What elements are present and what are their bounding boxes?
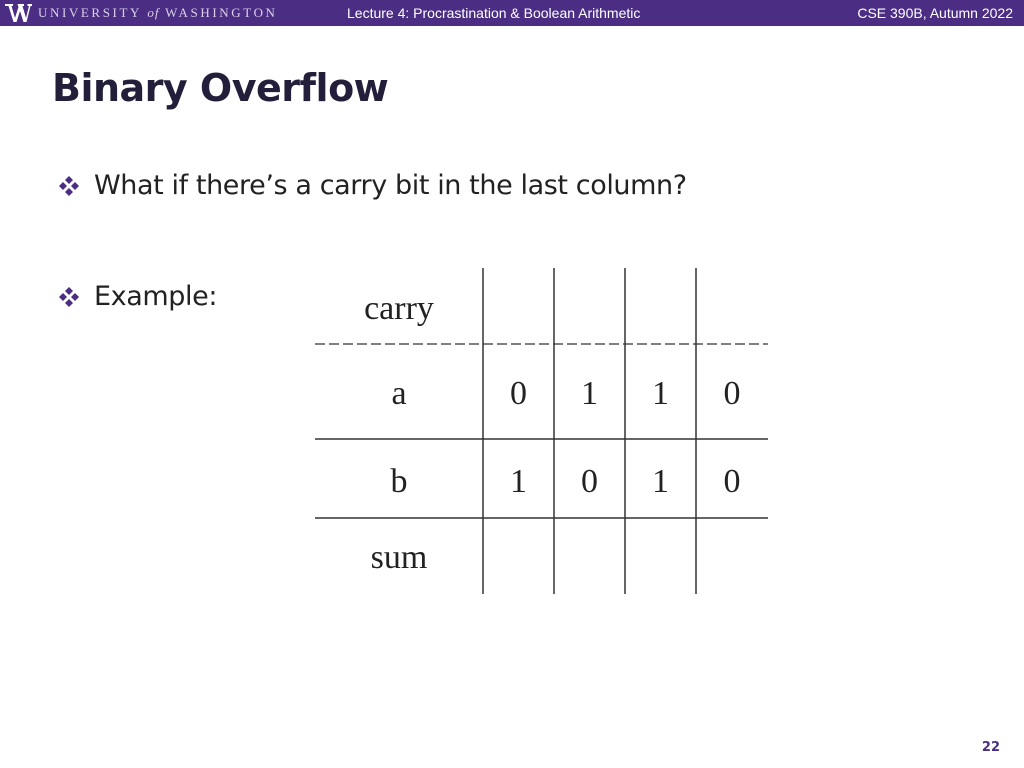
sum-cell	[554, 538, 625, 578]
wordmark-washington: WASHINGTON	[165, 5, 278, 20]
uw-w-logo-icon	[4, 1, 32, 25]
carry-cell	[483, 289, 554, 329]
bullet-item	[58, 281, 217, 312]
slide-title: Binary Overflow	[52, 66, 389, 110]
b-bit-cell: 0	[723, 463, 741, 500]
course-label: CSE 390B, Autumn 2022	[857, 5, 1013, 21]
diamond-bullet-icon	[58, 175, 80, 197]
row-label-a: a	[391, 375, 407, 412]
bullet-item	[58, 170, 687, 201]
diamond-bullet-icon	[58, 286, 80, 308]
a-bit-cell: 0	[723, 375, 741, 412]
a-bit-cell: 0	[510, 375, 527, 412]
row-label-sum: sum	[370, 539, 428, 576]
carry-cell	[625, 289, 696, 329]
a-bit-cell: 1	[581, 375, 598, 412]
sum-cell	[625, 538, 696, 578]
page-number: 22	[981, 740, 1000, 755]
carry-cell	[554, 289, 625, 329]
row-label-b: b	[390, 463, 408, 500]
bullet-text: What if there’s a carry bit in the last column?	[94, 170, 687, 201]
row-label-carry: carry	[364, 290, 434, 327]
a-bit-cell: 1	[652, 375, 669, 412]
university-wordmark	[38, 5, 278, 21]
wordmark-university: UNIVERSITY	[38, 5, 142, 20]
sum-cell	[483, 538, 554, 578]
bullet-text: Example:	[94, 281, 218, 312]
b-bit-cell: 1	[510, 463, 527, 500]
addition-table	[315, 268, 770, 594]
sum-cell	[696, 538, 768, 578]
b-bit-cell: 1	[652, 463, 669, 500]
carry-cell	[696, 289, 768, 329]
lecture-title: Lecture 4: Procrastination & Boolean Arithmetic	[347, 5, 641, 21]
header-bar	[0, 0, 1024, 26]
b-bit-cell: 0	[581, 463, 598, 500]
wordmark-of: of	[147, 5, 160, 20]
